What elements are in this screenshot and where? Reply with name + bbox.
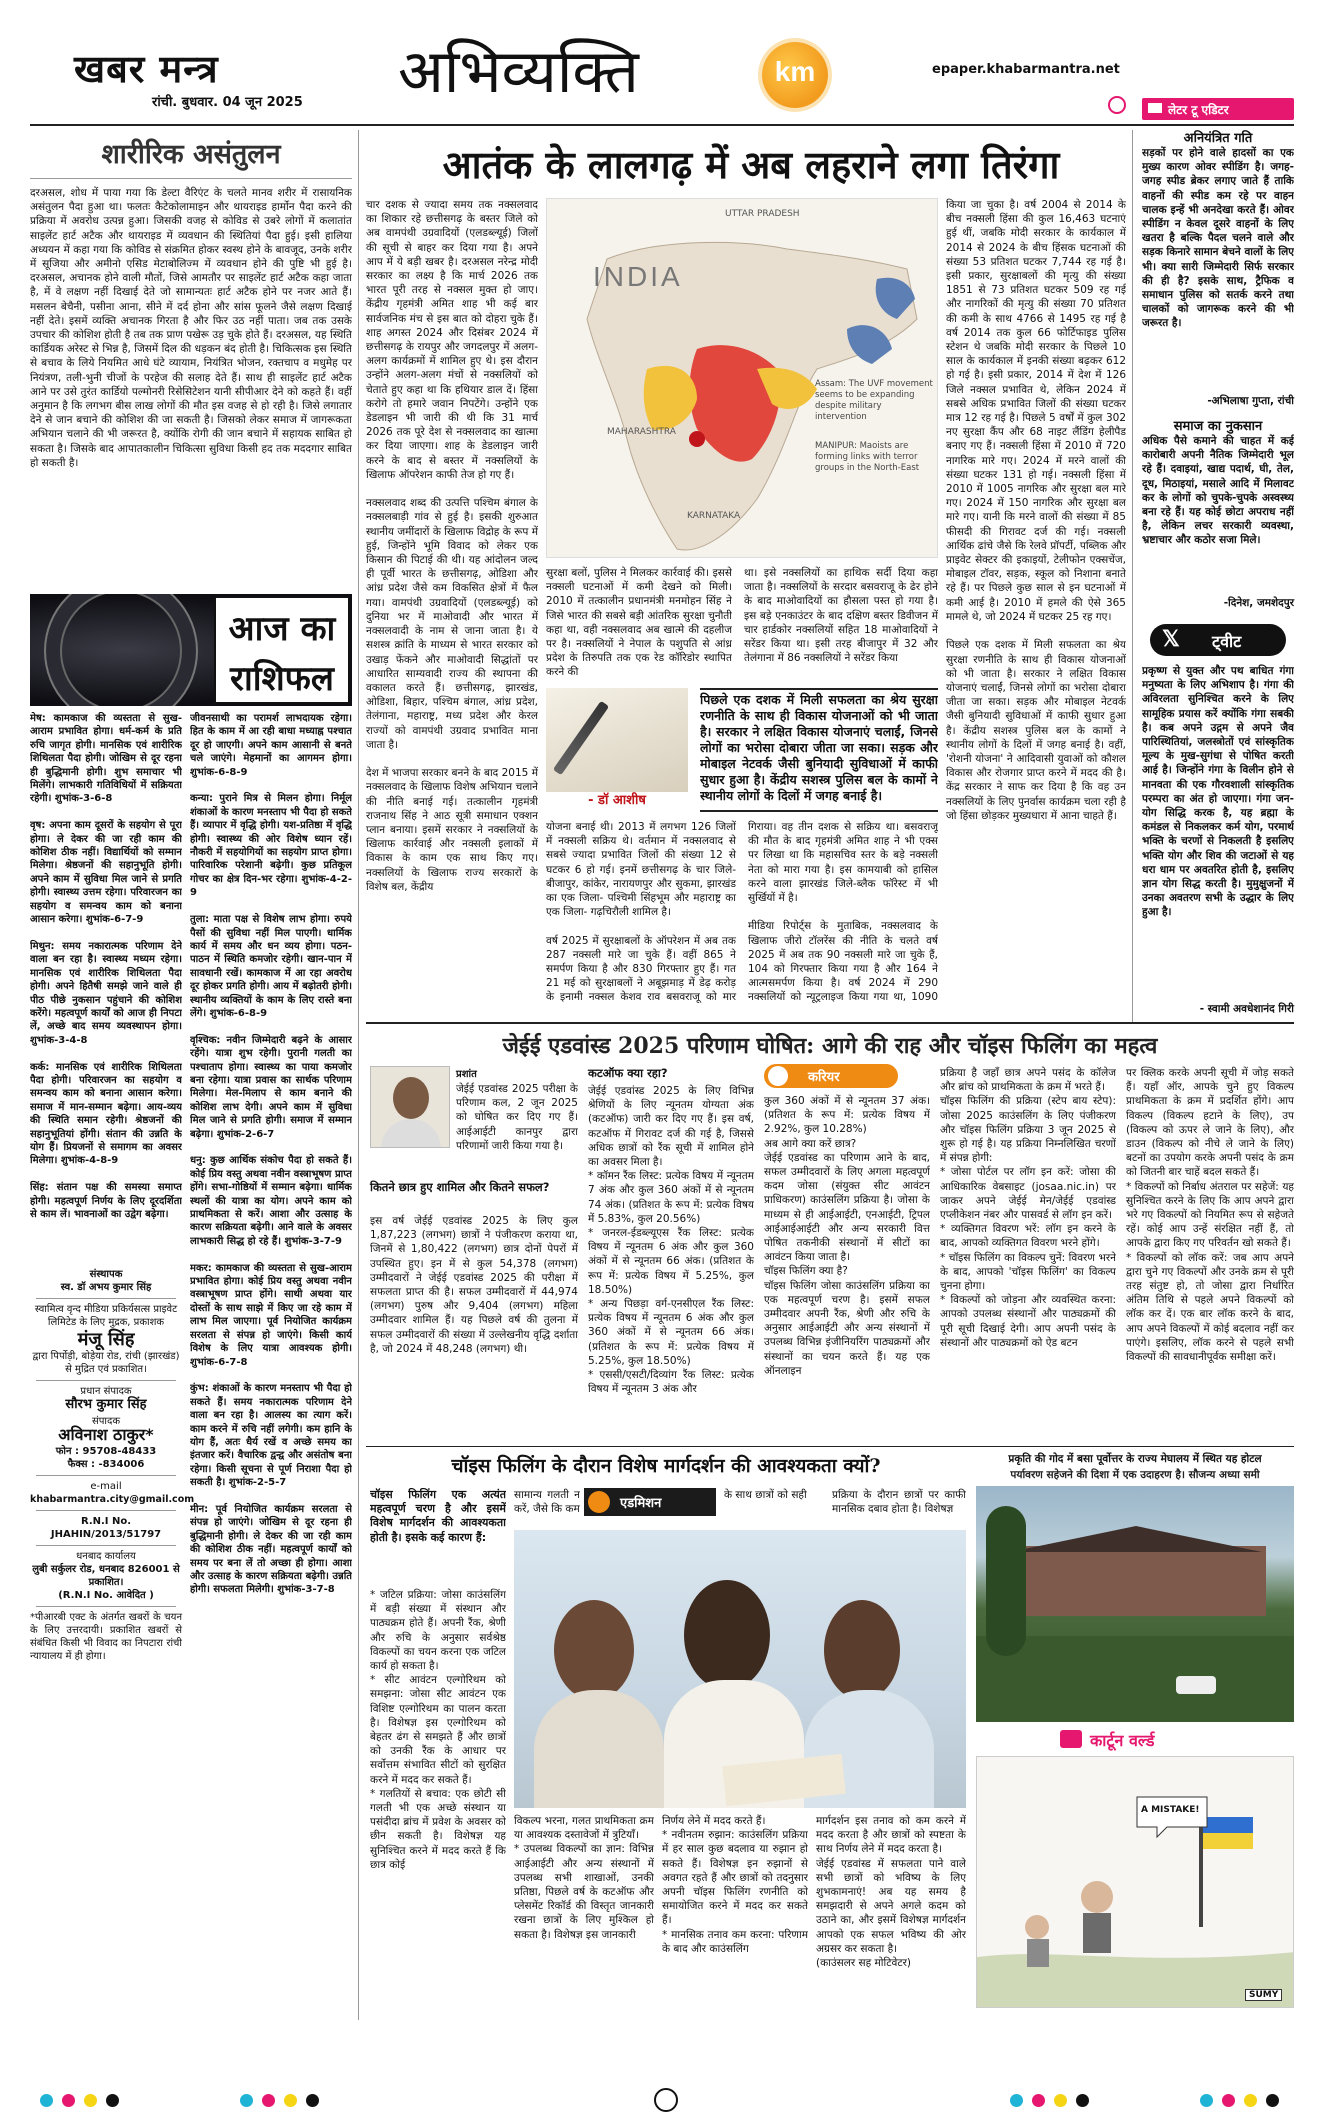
zodiac-wheel-icon bbox=[44, 594, 198, 706]
cartoon-bubble: A MISTAKE! bbox=[1141, 1805, 1200, 1815]
map-label-up: UTTAR PRADESH bbox=[725, 209, 800, 219]
lead-pullquote: पिछले एक दशक में मिली सफलता का श्रेय सुरक्षा रणनीति के साथ ही विकास योजनाओं को भी जाता है। सरकार ने लक्षित विकास योजनाएं चलाईं, जिनसे लोगों का भरोसा दोबारा जीता जा सका। सड़क और मोबाइल नेटवर्क जैसी बुनियादी सुविधाओं में काफी सुधार हुआ है। केंद्रीय सशस्त्र पुलिस बल के कामों ने स्थानीय लोगों के दिलों में जगह बनाई है। bbox=[700, 688, 938, 812]
color-dot bbox=[1200, 2094, 1213, 2107]
india-map bbox=[546, 198, 938, 558]
color-dot bbox=[1266, 2094, 1279, 2107]
lead-col-1: चार दशक से ज्यादा समय तक नक्सलवाद का शिकार रहे छत्तीसगढ़ के बस्तर जिले को अब वामपंथी उग्रवादियों (एलडब्ल्यूई) जिलों की सूची से बाहर कर दिया गया है। अपने आप में ये बड़ी खबर है। दरअसल नरेन्द्र मोदी सरकार का लक्ष्य है कि मार्च 2026 तक भारत पूरी तरह से नक्सल मुक्त हो जाए। केंद्रीय गृहमंत्री अमित शाह भी कई बार सार्वजनिक मंच से इस बात को दोहरा चुके हैं। शाह अगस्त 2024 और दिसंबर 2024 में छत्तीसगढ़ के रायपुर और जगदलपुर में अलग-अलग कार्यक्रमों में शामिल हुए थे। इस दौरान उन्होंने अलग-अलग मंचों से नक्सलियों को चेताते हुए कहा था कि हथियार डाल दें। हिंसा करोगे तो हमारे जवान निपटेंगे। उन्होंने एक डेडलाइन भी जारी की थी कि 31 मार्च 2026 तक पूरे देश से नक्सलवाद का खात्मा कर दिया जाएगा। शाह के डेडलाइन जारी करने के बाद से बस्तर में नक्सलियों के खिलाफ ऑपरेशन काफी तेज हो गए हैं। नक्सलवाद शब्द की उत्पत्ति पश्चिम बंगाल के नक्सलबाड़ी गांव से हुई है। इसकी शुरुआत स्थानीय जमींदारों के खिलाफ विद्रोह के रूप में हुई, जिन्होंने भूमि विवाद को लेकर एक किसान की पिटाई की थी। यह आंदोलन जल्द ही पूर्वी भारत के छत्तीसगढ़, ओडिशा और आंध्र प्रदेश जैसे कम विकसित क्षेत्रों में फैल गया। वामपंथी उग्रवादियों (एलडब्ल्यूई) को दुनिया भर में माओवादी और भारत में नक्सलवादी के नाम से जाना जाता है। ये सशस्त्र क्रांति के माध्यम से भारत सरकार को उखाड़ फेंकने और माओवादी सिद्धांतों पर आधारित साम्यवादी राज्य की स्थापना की वकालत करते हैं। छत्तीसगढ़, झारखंड, ओडिशा, बिहार, पश्चिम बंगाल, आंध्र प्रदेश, तेलंगाना, महाराष्ट्र, मध्य प्रदेश और केरल राज्यों को वामपंथी उग्रवाद प्रभावित माना जाता है। देश में भाजपा सरकार बनने के बाद 2015 में नक्सलवाद के खिलाफ विशेष अभियान चलाने की नीति बनाई गई। तत्कालीन गृहमंत्री राजनाथ सिंह ने आठ सूत्री समाधान एक्शन प्लान बनाया। इसमें सरकार ने नक्सलियों के खिलाफ कार्रवाई और नक्सली इलाकों में विकास के काम एक साथ किए गए। नक्सलियों के खिलाफ राज्य सरकारों के विशेष बल, केंद्रीय bbox=[366, 199, 538, 893]
jee-intro: जेईई एडवांस्ड 2025 परीक्षा के परिणाम कल, 2 जून 2025 को घोषित कर दिए गए हैं। आईआईटी कानपुर द्वारा परिणामों जारी किया गया है। bbox=[456, 1083, 578, 1152]
horoscope-title-box bbox=[214, 596, 350, 704]
jee-headline: जेईई एडवांस्ड 2025 परिणाम घोषित: आगे की राह और चॉइस फिलिंग का महत्व bbox=[502, 1033, 1158, 1059]
pencil-icon bbox=[1060, 1730, 1082, 1748]
jee-col-4: प्रक्रिया है जहाँ छात्र अपने पसंद के कॉलेज और ब्रांच को प्राथमिकता के क्रम में भरते हैं। चॉइस फिलिंग की प्रक्रिया (स्टेप बाय स्टेप): जोसा 2025 काउंसलिंग के लिए पंजीकरण और चॉइस फिलिंग प्रक्रिया 3 जून 2025 से शुरू हो गई है। यह प्रक्रिया निम्नलिखित चरणों में संपन्न होगी: * जोसा पोर्टल पर लॉग इन करें: जोसा की आधिकारिक वेबसाइट (josaa.nic.in) पर जाकर अपने जेईई मेन/जेईई एडवांस्ड एप्लीकेशन नंबर और पासवर्ड से लॉग इन करें। * व्यक्तिगत विवरण भरें: लॉग इन करने के बाद, आपको व्यक्तिगत विवरण भरने होंगे। * चॉइस फिलिंग का विकल्प चुनें: विवरण भरने के बाद, आपको 'चॉइस फिलिंग' का विकल्प चुनना होगा। * विकल्पों को जोड़ना और व्यवस्थित करना: आपको उपलब्ध संस्थानों और पाठ्यक्रमों की पूरी सूची दिखाई देगी। आप अपनी पसंद के संस्थानों और पाठ्यक्रमों को ऐड बटन bbox=[940, 1067, 1116, 1349]
choice-sub: चॉइस फिलिंग एक अत्यंत महत्वपूर्ण चरण है और इसमें विशेष मार्गदर्शन की आवश्यकता होती है। इसके कई कारण हैं: bbox=[370, 1488, 506, 1544]
pen-icon bbox=[553, 701, 609, 776]
color-dot bbox=[284, 2094, 297, 2107]
imprint-fax: फैक्स : -834006 bbox=[67, 1459, 145, 1470]
cartoon-signature: SUMY bbox=[1245, 1989, 1282, 2001]
color-dot bbox=[1222, 2094, 1235, 2107]
choice-headline: चॉइस फिलिंग के दौरान विशेष मार्गदर्शन की आवश्यकता क्यों? bbox=[451, 1455, 881, 1477]
lead-author: - डॉ आशीष bbox=[588, 793, 646, 808]
admission-badge bbox=[584, 1488, 716, 1516]
imprint-editor-label: प्रधान संपादक bbox=[80, 1386, 132, 1397]
lead-col-2: सुरक्षा बलों, पुलिस ने मिलकर कार्रवाई की। इससे नक्सली घटनाओं में कमी देखने को मिली। 2010 में तत्कालीन प्रधानमंत्री मनमोहन सिंह ने जिसे भारत की सबसे बड़ी आंतरिक सुरक्षा चुनौती कहा था, वही नक्सलवाद अब खात्मे की दहलीज पर है। नक्सलियों ने नेपाल के पशुपति से आंध्र प्रदेश के तिरुपति तक एक रेड कॉरिडोर स्थापित करने की bbox=[546, 567, 732, 679]
imprint-address: द्वारा पिर्पोड़ी, बोड़ेया रोड, रांची (झारखंड) से मुद्रित एवं प्रकाशित। bbox=[32, 1351, 180, 1375]
crosshair-icon bbox=[654, 2088, 678, 2112]
career-badge bbox=[764, 1064, 898, 1088]
imprint-email-label: e-mail bbox=[90, 1481, 122, 1492]
color-dot bbox=[306, 2094, 319, 2107]
imprint-office: लुबी सर्कुलर रोड, धनबाद 826001 से प्रकाशित। bbox=[32, 1564, 180, 1588]
editorial-rule bbox=[30, 178, 352, 179]
imprint-box bbox=[30, 1268, 195, 2008]
choice-col-3-bottom: निर्णय लेने में मदद करते हैं। * नवीनतम रुझान: काउंसलिंग प्रक्रिया में हर साल कुछ बदलाव या रुझान हो सकते हैं। विशेषज्ञ इन रुझानों से अवगत रहते हैं और छात्रों को तदनुसार अपनी चॉइस फिलिंग रणनीति को समायोजित करने में मदद कर सकते हैं। * मानसिक तनाव कम करना: परिणाम के बाद और काउंसलिंग bbox=[662, 1815, 808, 1955]
color-dot bbox=[40, 2094, 53, 2107]
color-dot bbox=[262, 2094, 275, 2107]
map-legend-2: MANIPUR: Maoists are forming links with terror groups in the North-East bbox=[815, 441, 920, 473]
imprint-editor: सौरभ कुमार सिंह bbox=[65, 1397, 147, 1412]
color-dot bbox=[1032, 2094, 1045, 2107]
editorial-body: दरअसल, शोध में पाया गया कि डेल्टा वैरिएंट के चलते मानव शरीर में रासायनिक असंतुलन पैदा हुआ था। फलतः कैटेकोलामाइन और थायराइड हार्मोन पैदा करने की प्रक्रिया में अवरोध उत्पन्न हुआ। जिसकी वजह से कोविड से उबरे लोगों में कलातांत साइलेंट हार्ट अटैक और थायराइड में व्यवधान की स्थितियां पैदा हुई। इसी हालिया अध्ययन में कहा गया कि कोविड से संक्रमित होकर स्वस्थ होने के बावजूद, उनके शरीर में सूजिया और अमीनो एसिड मेटाबोलिज्म में व्यवधान होने की पुष्टि भी हुई है। दरअसल, अचानक होने वाली मौतों, जिसे आमतौर पर साइलेंट हार्ट अटैक कहा जाता है, में वे लक्षण नहीं दिखाई देते जो सामान्यतः हार्ट अटैक होने पर नजर आते हैं। मसलन बेचैनी, पसीना आना, सीने में दर्द होना और सांस फूलने जैसे लक्षण दिखाई नहीं देते। इसमें व्यक्ति अचानक गिरता है और फिर उठ नहीं पाता। जब तक उसके उपचार की कोशिश होती है तब तक प्राण पखेरू उड़ चुके होते हैं। दरअसल, यह स्थिति कार्डियक अरेस्ट से भिन्न है, जिसमें दिल की धड़कन बंद होती है। चिकित्सक इस स्थिति से बचाव के लिये नियमित आधे घंटे व्यायाम, नियंत्रित भोजन, रक्तचाप व मधुमेह पर नियंत्रण, तली-भुनी चीजों के परहेज की सलाह देते हैं। साथ ही साइलेंट हार्ट अटैक आने पर उसे तुरंत कार्डियो पल्मोनरी रिसेसिटेशन यानी सीपीआर देने को कहते हैं। वहीं अनुमान है कि लगभग बीस लाख लोगों की मौत इस वजह से हो रही है। जिसे लगातार देने से जान बचाने की कोशिश की जा सकती है। जिसको लेकर समाज में जागरूकता अभियान चलाने की भी जरूरत है, क्योंकि रोगी की जान बचाने में सहायक साबित हो सकता है। जिसके बाद आपातकालीन चिकित्सा सुविधा किसी हद तक मददगार साबित हो सकती है। bbox=[30, 187, 352, 469]
students-photo bbox=[514, 1530, 966, 1808]
jee-col-2: जेईई एडवांस्ड 2025 के लिए विभिन्न श्रेणियों के लिए न्यूनतम योग्यता अंक (कटऑफ) जारी कर दिए गए हैं। इस वर्ष, कटऑफ में गिरावट दर्ज की गई है, जिससे अधिक छात्रों को रैंक सूची में शामिल होने का अवसर मिला है। * कॉमन रैंक लिस्ट: प्रत्येक विषय में न्यूनतम 7 अंक और कुल 360 अंकों में से न्यूनतम 74 अंक। (प्रतिशत के रूप में: प्रत्येक विषय में 5.83%, कुल 20.56%) * जनरल-ईडब्ल्यूएस रैंक लिस्ट: प्रत्येक विषय में न्यूनतम 6 अंक और कुल 360 अंकों में से न्यूनतम 66 अंक। (प्रतिशत के रूप में: प्रत्येक विषय में 5.25%, कुल 18.50%) * अन्य पिछड़ा वर्ग-एनसीएल रैंक लिस्ट: प्रत्येक विषय में न्यूनतम 6 अंक और कुल 360 अंकों में से न्यूनतम 66 अंक। (प्रतिशत के रूप में: प्रत्येक विषय में 5.25%, कुल 18.50%) * एससी/एसटी/दिव्यांग रैंक लिस्ट: प्रत्येक विषय में न्यूनतम 3 अंक और bbox=[588, 1085, 754, 1396]
color-dot bbox=[240, 2094, 253, 2107]
car-icon bbox=[1176, 1676, 1216, 1694]
horoscope-col-1: मेष: कामकाज की व्यस्तता से सुख-आराम प्रभावित होगा। धर्म-कर्म के प्रति रुचि जागृत होगी। मानसिक एवं शारीरिक शिथिलता पैदा होगी। जोखिम से दूर रहना ही बुद्धिमानी होगी। शुभ समाचार भी मिलेंगे। लाभकारी गतिविधियों में सक्रियता रहेगी। शुभांक-3-6-8 वृष: अपना काम दूसरों के सहयोग से पूरा होगा। ले देकर की जा रही काम की कोशिश ठीक नहीं। विद्यार्थियों को सम्मान मिलेगा। श्रेष्ठजनों की सहानुभूति होगी। अपने काम में सुविधा मिल जाने से प्रगति होगी। स्वास्थ्य उत्तम रहेगा। परिवारजन का सहयोग व समन्वय काम को बनाना आसान करेगा। शुभांक-6-7-9 मिथुन: समय नकारात्मक परिणाम देने वाला बन रहा है। स्वास्थ्य मध्यम रहेगा। मानसिक एवं शारीरिक शिथिलता पैदा होगी। अपने हितैषी समझे जाने वाले ही पीठ पीछे नुकसान पहुंचाने की कोशिश करेंगे। महत्वपूर्ण कार्यों को आज ही निपटा लें, अच्छे बाद समय व्यवस्थापन होगा। शुभांक-3-4-8 कर्क: मानसिक एवं शारीरिक शिथिलता पैदा होगी। परिवारजन का सहयोग व समन्वय काम को बनाना आसान करेगा। समाज में मान-सम्मान बढ़ेगा। आय-व्यय की स्थिति समान रहेगी। श्रेष्ठजनों की सहानुभूतियां होंगी। संतान की उन्नति के योग हैं। प्रियजनों से समागम का अवसर मिलेगा। शुभांक-4-8-9 सिंह: संतान पक्ष की समस्या समाप्त होगी। महत्वपूर्ण निर्णय के लिए दूरदर्शिता से काम लें। भावनाओं का उद्वेग बढ़ेगा। bbox=[30, 713, 182, 1221]
map-label-mh: MAHARASHTRA bbox=[607, 427, 676, 437]
tweet-sign: - स्वामी अवधेशानंद गिरी bbox=[1199, 1003, 1294, 1015]
choice-col-4-bottom: मार्गदर्शन इस तनाव को कम करने में मदद करता है और छात्रों को स्पष्टता के साथ निर्णय लेने में मदद करता है। जेईई एडवांस्ड में सफलता पाने वाले सभी छात्रों को भविष्य के लिए शुभकामनाएं! अब यह समय है समझदारी से अपने अगले कदम को उठाने का, और इसमें विशेषज्ञ मार्गदर्शन आपको एक सफल भविष्य की ओर अग्रसर कर सकता है। (काउंसलर सह मोटिवेटर) bbox=[816, 1815, 966, 1970]
jee-author-label: प्रशांत bbox=[456, 1069, 477, 1080]
cartoon-badge bbox=[1060, 1728, 1230, 1752]
imprint-email[interactable]: khabarmantra.city@gmail.com bbox=[30, 1494, 195, 1505]
tweet-body: प्रकृष्ण से युक्त और पथ बाधित गंगा मनुष्यता के लिए अभिशाप है। गंगा की अविरलता सुनिश्चित करने के लिए सामूहिक प्रयास करें क्योंकि गंगा सबकी है। कब अपने उद्गम से अपने जैव पारिस्थितियां, जलस्त्रोतों एवं सांस्कृतिक मूल्य के मुख-सुगंधा से पोषित करती आई है। जिन्होंने गंगा के विलीन होने से मानवता की एक गौरवशाली सांस्कृतिक परम्परा का अंत हो जाएगा। गंगा जन-योग सिद्धि करक है, यह ब्रह्मा के कमंडल से निकलकर कर्म योग, परमार्थ भक्ति के चरणों से निकलती है इसलिए भक्ति योग और शिव की जटाओं से यह धरा धाम पर अवतरित होती है, इसलिए ज्ञान योग सिद्ध करती है। मुमुक्षुजनों में उनका अवतरण सभी के उद्धार के लिए हुआ है। bbox=[1142, 665, 1294, 919]
color-dot bbox=[84, 2094, 97, 2107]
right-divider bbox=[1132, 130, 1133, 1022]
cartoon-panel bbox=[976, 1756, 1294, 2008]
mail-icon bbox=[1148, 103, 1162, 113]
choice-col-2-top: सामान्य गलती न करें, जैसे कि कम bbox=[514, 1489, 580, 1516]
mid-rule bbox=[366, 1022, 1294, 1024]
jee-col-5: पर क्लिक करके अपनी सूची में जोड़ सकते हैं। यहाँ ऑर, आपके चुने हुए विकल्प प्राथमिकता के क्रम में प्रदर्शित होंगे। आप विकल्प (विकल्प हटाने के लिए), उप (विकल्प को ऊपर ले जाने के लिए), और डाउन (विकल्प को नीचे ले जाने के लिए) बटनों का उपयोग करके अपनी पसंद के क्रम को जितनी बार चाहें बदल सकते हैं। * विकल्पों को निर्बाध अंतराल पर सहेजें: यह सुनिश्चित करने के लिए कि आप अपने द्वारा भरे गए विकल्पों को नियमित रूप से सहेजते रहें। कोई आप उन्हें संरक्षित नहीं हैं, तो आपके द्वारा किए गए परिवर्तन खो सकते हैं। * विकल्पों को लॉक करें: जब आप अपने द्वारा चुने गए विकल्पों और उनके क्रम से पूरी तरह संतुष्ट हो, तो जोसा द्वारा निर्धारित अंतिम तिथि से पहले अपने विकल्पों को लॉक कर दें। एक बार लॉक करने के बाद, आप अपने विकल्पों में कोई बदलाव नहीं कर पाएंगे। इसलिए, लॉक करने से पहले सभी विकल्पों की सावधानीपूर्वक समीक्षा करें। bbox=[1126, 1067, 1294, 1364]
paper-name: खबर मन्त्र bbox=[74, 46, 219, 91]
color-dot bbox=[1076, 2094, 1089, 2107]
jee-q1: कितने छात्र हुए शामिल और कितने सफल? bbox=[370, 1180, 550, 1194]
imprint-rni: R.N.I No. JHAHIN/2013/51797 bbox=[50, 1516, 162, 1540]
letter2-title: समाज का नुकसान bbox=[1173, 419, 1263, 434]
choice-col-4-top: प्रक्रिया के दौरान छात्रों पर काफी मानसिक दबाव होता है। विशेषज्ञ bbox=[832, 1489, 966, 1516]
imprint-founder-label: संस्थापक bbox=[89, 1269, 123, 1280]
color-dot bbox=[1054, 2094, 1067, 2107]
imprint-phone: फोन : 95708-48433 bbox=[55, 1446, 157, 1457]
lead-col-4: किया जा चुका है। वर्ष 2004 से 2014 के बीच नक्सली हिंसा की कुल 16,463 घटनाएं हुई थीं, जबकि मोदी सरकार के कार्यकाल में 2014 से 2024 के बीच हिंसक घटनाओं की संख्या 53 प्रतिशत घटकर 7,744 रह गई है। इसी प्रकार, सुरक्षाबलों की मृत्यु की संख्या 1851 से 73 प्रतिशत घटकर 509 रह गई और नागरिकों की मृत्यु की संख्या 70 प्रतिशत की कमी के साथ 4766 से 1495 रह गई है वर्ष 2014 तक कुल 66 फोर्टिफाइड पुलिस स्टेशन थे जबकि मोदी सरकार के पिछले 10 साल के कार्यकाल में इनकी संख्या बढ़कर 612 हो गई है। इसी प्रकार, 2014 में देश में 126 जिले नक्सल प्रभावित थे, लेकिन 2024 में सबसे अधिक प्रभावित जिलों की संख्या घटकर मात्र 12 रह गई है। पिछले 5 वर्षों में कुल 302 नए सुरक्षा कैंप और 68 नाइट लैंडिंग हेलीपैड बनाए गए हैं। नक्सली हिंसा में 2010 में 720 नागरिक मारे गए। 2024 में मरने वालों की संख्या घटकर 131 हो गई। नक्सली हिंसा में 2010 में 1005 नागरिक और सुरक्षा बल मारे गए। 2024 में 150 नागरिक और सुरक्षा बल मारे गए। यानी कि मरने वालों की संख्या में 85 फीसदी की गिरावट दर्ज की गई। नक्सली आर्थिक ढांचे जैसे कि रेलवे प्रॉपर्टी, पब्लिक और प्राइवेट सेक्टर की इकाइयों, टेलीफोन एक्सचेंज, मोबाइल टॉवर, सड़क, स्कूल को निशाना बनाते रहे हैं। पर पिछले कुछ साल से इन घटनाओं में कमी आई है। 2010 में हमले की ऐसे 365 मामले थे, जो 2024 में घटकर 25 रह गए। पिछले एक दशक में मिली सफलता का श्रेय सुरक्षा रणनीति के साथ ही विकास योजनाओं को भी जाता है। सरकार ने लक्षित विकास योजनाएं चलाईं, जिनसे लोगों का भरोसा दोबारा जीता जा सका। सड़क और मोबाइल नेटवर्क जैसी बुनियादी सुविधाओं में काफी सुधार हुआ है। केंद्रीय सशस्त्र पुलिस बल के कामों ने स्थानीय लोगों के दिलों में जगह बनाई है। वहीं, 'रोशनी योजना' ने आदिवासी युवाओं को कौशल विकास और रोजगार प्राप्त करने में मदद की है। केंद्र सरकार ने साफ कर दिया है कि वह उन नक्सलियों के लिए पुनर्वास कार्यक्रम चला रही है जो हिंसा छोड़कर मुख्यधारा में आना चाहते हैं। bbox=[946, 199, 1126, 822]
horoscope-col-2: जीवनसाथी का परामर्श लाभदायक रहेगा। हित के काम में आ रही बाधा मध्याह्न पश्चात दूर हो जाएगी। अपने काम आसानी से बनते चले जाएंगे। मेहमानों का आगमन होगा। शुभांक-6-8-9 कन्या: पुराने मित्र से मिलन होगा। निर्मूल शंकाओं के कारण मनस्ताप भी पैदा हो सकते हैं। व्यापार में वृद्धि होगी। यश-प्रतिष्ठा में वृद्धि होगी। स्वास्थ्य की ओर विशेष ध्यान रहें। नौकरी में सहयोगियों का सहयोग प्राप्त होगा। पारिवारिक परेशानी बढ़ेगी। कुछ प्रतिकूल गोचर का क्षेत्र दिन-भर रहेगा। शुभांक-4-2-9 तुला: माता पक्ष से विशेष लाभ होगा। रुपये पैसों की सुविधा नहीं मिल पाएगी। धार्मिक कार्य में समय और धन व्यय होगा। पठन-पाठन में स्थिति कमजोर रहेगी। खान-पान में सावधानी रखें। कामकाज में आ रहा अवरोध दूर होकर प्रगति होगी। आय में बढ़ोतरी होगी। स्थानीय व्यक्तियों के काम के लिए रास्ते बना लेंगे। शुभांक-6-8-9 वृश्चिक: नवीन जिम्मेदारी बढ़ने के आसार रहेंगे। यात्रा शुभ रहेगी। पुरानी गलती का पश्चाताप होगा। स्वास्थ्य का पाया कमजोर बना रहेगा। यात्रा प्रवास का सार्थक परिणाम मिलेगा। मेल-मिलाप से काम बनाने की कोशिश लाभ देगी। अपने काम में सुविधा मिल जाने से प्रगति होगी। समाज में सम्मान बढ़ेगा। शुभांक-2-6-7 धनु: कुछ आर्थिक संकोच पैदा हो सकते हैं। कोई प्रिय वस्तु अथवा नवीन वस्त्राभूषण प्राप्त होंगे। सभा-गोष्ठियों में सम्मान बढ़ेगा। धार्मिक स्थलों की यात्रा का योग। अपने काम को प्राथमिकता से करें। आशा और उत्साह के कारण सक्रियता बढ़ेगी। आने वाले के अवसर लाभकारी सिद्ध हो रहे हैं। शुभांक-3-7-9 मकर: कामकाज की व्यस्तता से सुख-आराम प्रभावित होगा। कोई प्रिय वस्तु अथवा नवीन वस्त्राभूषण प्राप्त होंगे। साथी अथवा यार दोस्तों के साथ साझे में किए जा रहे काम में लाभ मिल जाएगा। पूर्व नियोजित कार्यक्रम सरलता से संपन्न हो जाएंगे। किसी कार्य विशेष के लिए यात्रा आवश्यक होगी। शुभांक-6-7-8 कुंभ: शंकाओं के कारण मनस्ताप भी पैदा हो सकते हैं। समय नकारात्मक परिणाम देने वाला बन रहा है। आलस्य का त्याग करें। काम करने में रुचि नहीं लगेगी। कम हानि के योग हैं, अतः धैर्य रखें व अच्छे समय का इंतजार करें। वैचारिक द्वन्द्व और असंतोष बना रहेगा। किसी सूचना से पूर्ण निराशा पैदा हो सकती है। शुभांक-2-5-7 मीन: पूर्व नियोजित कार्यक्रम सरलता से संपन्न हो जाएंगे। जोखिम से दूर रहना ही बुद्धिमानी होगी। ले देकर की जा रही काम की कोशिश ठीक नहीं। महत्वपूर्ण कार्यों को समय पर बना लें तो अच्छा ही होगा। आशा और उत्साह के कारण सक्रियता बढ़ेगी। उन्नति होगी। सफलता मिलेगी। शुभांक-3-7-8 bbox=[190, 713, 352, 1596]
author-photo bbox=[546, 688, 688, 792]
signal-icon bbox=[1108, 96, 1126, 114]
imprint-exec-label: संपादक bbox=[91, 1416, 121, 1427]
jee-q2: कटऑफ क्या रहा? bbox=[588, 1066, 668, 1080]
letter1-sign: -अभिलाषा गुप्ता, रांची bbox=[1207, 395, 1294, 407]
choice-col-3-top: के साथ छात्रों को सही bbox=[724, 1489, 807, 1501]
map-legend-1: Assam: The UVF movement seems to be expanding despite military intervention bbox=[815, 379, 933, 422]
lead-col-23-bottom: योजना बनाई थी। 2013 में लगभग 126 जिलों में नक्सली सक्रिय थे। वर्तमान में नक्सलवाद से सबसे ज्यादा प्रभावित जिलों की संख्या 12 से घटकर 6 हो गई। इनमें छत्तीसगढ़ के चार जिले- बीजापुर, कांकेर, नारायणपुर और सुकमा, झारखंड का एक जिला- पश्चिमी सिंहभूम और महाराष्ट्र का एक जिला- गढ़चिरौली शामिल है। वर्ष 2025 में सुरक्षाबलों के ऑपरेशन में अब तक 287 नक्सली मारे जा चुके हैं। वहीं 865 ने समर्पण किया है और 830 गिरफ्तार हुए हैं। गत 21 मई को सुरक्षाबलों ने अबूझमाड़ में डेढ़ करोड़ के इनामी नक्सल केशव राव बसवराजू को मार गिराया। वह तीन दशक से सक्रिय था। बसवराजू की मौत के बाद गृहमंत्री अमित शाह ने भी एक्स पर लिखा था कि महासचिव स्तर के बड़े नक्सली नेता को मारा गया है। इस कामयाबी को हासिल करने वाला झारखंड जिले-ब्लैक फॉरेस्ट में भी सुर्खियों में है। मीडिया रिपोर्ट्स के मुताबिक, नक्सलवाद के खिलाफ जीरो टॉलरेंस की नीति के चलते वर्ष 2025 में अब तक 90 नक्सली मारे जा चुके हैं, 104 को गिरफ्तार किया गया है और 164 ने आत्मसमर्पण किया है। वर्ष 2024 में 290 नक्सलियों को न्यूट्रलाइज किया गया था, 1090 bbox=[546, 821, 938, 1004]
logo-letter: km bbox=[774, 56, 816, 87]
imprint-note: *पीआरबी एक्ट के अंतर्गत खबरों के चयन के लिए उत्तरदायी। प्रकाशित खबरों से संबंधित किसी भी विवाद का निपटारा रांची न्यायालय में ही होगा। bbox=[30, 1612, 182, 1662]
jee-author-photo bbox=[370, 1066, 450, 1148]
dateline: रांची. बुधवार. 04 जून 2025 bbox=[152, 95, 303, 110]
letter2-sign: -दिनेश, जमशेदपुर bbox=[1223, 597, 1294, 609]
print-registration-marks bbox=[0, 2086, 1324, 2116]
color-dot bbox=[62, 2094, 75, 2107]
lead-col-3: था। इसे नक्सलियों का हाथिक सर्दी दिया कहा जाता है। नक्सलियों के सरदार बसवराजू के ढेर होने के बाद माओवादियों का हौसला पस्त हो गया है। इस बड़े एनकाउंटर के बाद दक्षिण बस्तर डिवीजन में चार हार्डकोर नक्सलियों सहित 18 माओवादियों ने सरेंडर किया था। इसी तरह बीजापुर में 32 और तेलंगाना में 86 नक्सलियों ने सरेंडर किया bbox=[744, 567, 938, 665]
jee-col-1: इस वर्ष जेईई एडवांस्ड 2025 के लिए कुल 1,87,223 (लगभग) छात्रों ने पंजीकरण कराया था, जिनमें से 1,80,422 (लगभग) छात्र दोनों पेपरों में उपस्थित हुए। इन में से कुल 54,378 (लगभग) उम्मीदवारों ने जेईई एडवांस्ड 2025 की परीक्षा में सफलता प्राप्त की है। सफल उम्मीदवारों में 44,974 (लगभग) पुरुष और 9,404 (लगभग) महिला उम्मीदवार शामिल हैं। यह पिछले वर्ष की तुलना में सफल उम्मीदवारों की संख्या में उल्लेखनीय वृद्धि दर्शाता है, जो 2024 में 48,248 (लगभग) थी। bbox=[370, 1215, 578, 1355]
choice-col-2-bottom: विकल्प भरना, गलत प्राथमिकता क्रम या आवश्यक दस्तावेजों में त्रुटियाँ। * उपलब्ध विकल्पों का ज्ञान: विभिन्न आईआईटी और अन्य संस्थानों में उपलब्ध सभी शाखाओं, उनकी प्रतिष्ठा, पिछले वर्ष के कटऑफ और प्लेसमेंट रिकॉर्ड की विस्तृत जानकारी रखना छात्रों के लिए मुश्किल हो सकता है। विशेषज्ञ इस जानकारी bbox=[514, 1815, 654, 1941]
color-dot bbox=[106, 2094, 119, 2107]
letter1-body: सड़कों पर होने वाले हादसों का एक मुख्य कारण ओवर स्पीडिंग है। जगह-जगह स्पीड ब्रेकर लगाए जाते हैं ताकि वाहनों की स्पीड कम रहे पर वाहन चालक इन्हें भी अनदेखा करते हैं। ओवर स्पीडिंग न केवल दूसरे वाहनों के लिए खतरा है बल्कि पैदल चलने वाले और सड़क किनारे सामान बेचने वालों के लिए भी। क्या सारी जिम्मेदारी सिर्फ सरकार की ही है? इसके साथ, ट्रैफिक व समाधान पुलिस को सतर्क करने तथा चालकों को जागरूक करने की भी जरूरत है। bbox=[1142, 147, 1294, 330]
tree-icon bbox=[986, 1506, 1026, 1656]
color-dot bbox=[1010, 2094, 1023, 2107]
imprint-office-label: धनबाद कार्यालय bbox=[76, 1551, 136, 1562]
admission-icon bbox=[588, 1491, 610, 1513]
map-title: INDIA bbox=[593, 261, 683, 292]
header-rule bbox=[30, 124, 1294, 126]
left-divider bbox=[358, 130, 359, 2020]
cartoon-graphic bbox=[977, 1757, 1294, 2008]
avatar bbox=[393, 1077, 429, 1119]
epaper-url[interactable]: epaper.khabarmantra.net bbox=[932, 62, 1120, 77]
letter2-body: अधिक पैसे कमाने की चाहत में कई कारोबारी अपनी नैतिक जिम्मेदारी भूल रहे हैं। दवाइयां, खाद्य पदार्थ, घी, तेल, दूध, मिठाइयां, मसाले आदि में मिलावट कर के लोगों को चुपके-चुपके अस्वस्थ्य बना रहे हैं। यह कोई छोटा अपराध नहीं है, लेकिन लचर सरकारी व्यवस्था, भ्रष्टाचार और कठोर सजा मिले। bbox=[1142, 435, 1294, 547]
admission-label: एडमिशन bbox=[620, 1496, 662, 1511]
imprint-exec: अविनाश ठाकुर* bbox=[58, 1425, 154, 1444]
imprint-publisher: मंजू सिंह bbox=[77, 1329, 135, 1350]
tweet-label: ट्वीट bbox=[1212, 632, 1242, 651]
letters-label: लेटर टू एडिटर bbox=[1168, 103, 1229, 117]
career-icon bbox=[768, 1066, 788, 1086]
letter1-title: अनियंत्रित गति bbox=[1183, 131, 1253, 146]
jee-col-3: कुल 360 अंकों में से न्यूनतम 37 अंक। (प्रतिशत के रूप में: प्रत्येक विषय में 2.92%, कुल 10.28%) अब आगे क्या करें छात्र? जेईई एडवांस्ड का परिणाम आने के बाद, सफल उम्मीदवारों के लिए अगला महत्वपूर्ण कदम जोसा (संयुक्त सीट आवंटन प्राधिकरण) काउंसलिंग प्रक्रिया है। जोसा के माध्यम से ही आईआईटी, एनआईटी, ट्रिपल आईआईआईटी और अन्य सरकारी वित्त पोषित तकनीकी संस्थानों में सीटों का आवंटन किया जाता है। चॉइस फिलिंग क्या है? चॉइस फिलिंग जोसा काउंसलिंग प्रक्रिया का एक महत्वपूर्ण चरण है। इसमें सफल उम्मीदवार अपनी रैंक, श्रेणी और रुचि के अनुसार आईआईटी और अन्य संस्थानों में उपलब्ध विभिन्न इंजीनियरिंग पाठ्यक्रमों और संस्थानों का चयन करते हैं। यह एक ऑनलाइन bbox=[764, 1095, 930, 1377]
section-title: अभिव्यक्ति bbox=[398, 37, 639, 107]
map-label-kn: KARNATAKA bbox=[687, 511, 741, 521]
tweet-badge bbox=[1150, 624, 1286, 656]
imprint-founder: स्व. डॉ अभय कुमार सिंह bbox=[60, 1282, 152, 1293]
career-label: करियर bbox=[808, 1070, 840, 1085]
logo-icon bbox=[762, 42, 828, 108]
lead-headline: आतंक के लालगढ़ में अब लहराने लगा तिरंगा bbox=[442, 142, 1060, 187]
choice-col-1: * जटिल प्रक्रिया: जोसा काउंसलिंग में बड़ी संख्या में संस्थान और पाठ्यक्रम होते हैं। अपनी रैंक, श्रेणी और रुचि के अनुसार सर्वश्रेष्ठ विकल्पों का चयन करना एक जटिल कार्य हो सकता है। * सीट आवंटन एल्गोरिथम को समझना: जोसा सीट आवंटन एक विशिष्ट एल्गोरिथम का पालन करता है। विशेषज्ञ इस एल्गोरिथम को बेहतर ढंग से समझते हैं और छात्रों को उनकी रैंक के आधार पर सर्वोत्तम संभावित सीटों को सुरक्षित करने में मदद कर सकते हैं। * गलतियों से बचाव: एक छोटी सी गलती भी एक अच्छे संस्थान या पसंदीदा ब्रांच में प्रवेश के अवसर को छीन सकती है। विशेषज्ञ यह सुनिश्चित करने में मदद करते हैं कि छात्र कोई bbox=[370, 1589, 506, 1871]
cartoon-label: कार्टून वर्ल्ड bbox=[1090, 1731, 1155, 1750]
horoscope-title-2: राशिफल bbox=[230, 659, 334, 699]
horoscope-title-1: आज का bbox=[228, 609, 336, 649]
jee-rule bbox=[366, 1446, 1294, 1447]
letters-badge bbox=[1142, 98, 1294, 120]
imprint-owner-label: स्वामित्व वृन्द मीडिया प्रकिर्यसत्स प्राइवेट लिमिटेड के लिए मुद्रक, प्रकाशक bbox=[34, 1304, 178, 1328]
hotel-photo bbox=[976, 1486, 1294, 1722]
editorial-title: शारीरिक असंतुलन bbox=[101, 139, 281, 170]
color-dot bbox=[1244, 2094, 1257, 2107]
x-icon: 𝕏 bbox=[1162, 626, 1180, 651]
photo-caption-2: पर्यावरण सहेजने की दिशा में एक उदाहरण है। सौजन्य अध्या समी bbox=[1010, 1469, 1260, 1481]
imprint-rni2: (R.N.I No. आवेदित ) bbox=[58, 1590, 154, 1601]
photo-caption-1: प्रकृति की गोद में बसा पूर्वोत्तर के राज्य मेघालय में स्थित यह होटल bbox=[1008, 1453, 1262, 1465]
